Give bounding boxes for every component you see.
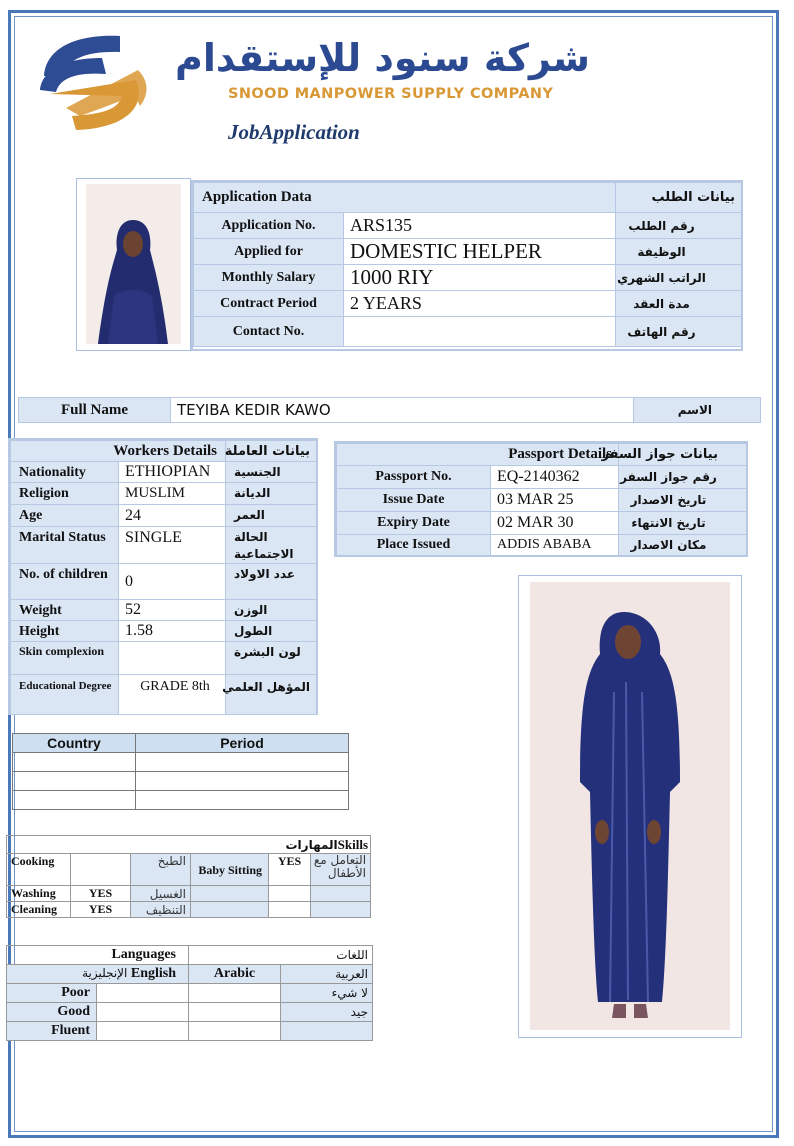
english-arabic-label: الإنجليزية (82, 966, 128, 980)
languages-header-arabic: اللغات (189, 946, 373, 965)
passport-no-value: EQ-2140362 (491, 466, 619, 489)
contact-no-value (344, 317, 616, 347)
age-label-arabic: العمر (226, 505, 317, 527)
nationality-value: ETHIOPIAN (119, 462, 226, 483)
contract-period-label-arabic: مدة العقد (616, 291, 742, 317)
place-issued-value: ADDIS ABABA (491, 535, 619, 556)
issue-date-value: 03 MAR 25 (491, 489, 619, 512)
applied-for-label: Applied for (194, 239, 344, 265)
english-column-header (7, 965, 189, 984)
children-label-arabic: عدد الاولاد (226, 564, 317, 600)
religion-value: MUSLIM (119, 483, 226, 505)
english-poor-cell (97, 984, 189, 1003)
monthly-salary-label: Monthly Salary (194, 265, 344, 291)
washing-label-arabic: الغسيل (131, 886, 191, 902)
worker-portrait-photo (86, 184, 181, 344)
passport-header: Passport Details (337, 444, 619, 466)
page-title: JobApplication (228, 120, 360, 144)
age-label: Age (11, 505, 119, 527)
applied-for-value: DOMESTIC HELPER (344, 239, 616, 265)
issue-date-label: Issue Date (337, 489, 491, 512)
place-issued-label: Place Issued (337, 535, 491, 556)
children-value: 0 (119, 564, 226, 600)
company-name-english: SNOOD MANPOWER SUPPLY COMPANY (228, 86, 554, 102)
marital-status-value: SINGLE (119, 527, 226, 564)
application-header-arabic: بيانات الطلب (616, 183, 742, 213)
country-cell (13, 791, 136, 810)
arabic-poor-cell (189, 984, 281, 1003)
good-label: Good (7, 1003, 97, 1022)
contract-period-value: 2 YEARS (344, 291, 616, 317)
empty-cell (311, 902, 371, 918)
weight-value: 52 (119, 600, 226, 621)
country-cell (13, 753, 136, 772)
contact-no-label: Contact No. (194, 317, 344, 347)
skin-complexion-label: Skin complexion (11, 642, 119, 675)
height-value: 1.58 (119, 621, 226, 642)
arabic-column-header: Arabic (189, 965, 281, 984)
period-header: Period (136, 734, 349, 753)
skills-header-english: Skills (337, 836, 369, 852)
height-label: Height (11, 621, 119, 642)
cooking-label: Cooking (7, 854, 71, 886)
baby-sitting-value: YES (269, 854, 311, 886)
workers-header: Workers Details (11, 441, 226, 462)
children-label: No. of children (11, 564, 119, 600)
full-name-value: TEYIBA KEDIR KAWO (171, 398, 634, 423)
cleaning-value: YES (71, 902, 131, 918)
height-label-arabic: الطول (226, 621, 317, 642)
arabic-fluent-cell (189, 1022, 281, 1041)
passport-no-label-arabic: رقم جواز السفر (619, 466, 747, 489)
experience-table (12, 733, 349, 810)
empty-cell (311, 886, 371, 902)
skin-complexion-label-arabic: لون البشرة (226, 642, 317, 675)
religion-label-arabic: الديانة (226, 483, 317, 505)
good-label-arabic: جيد (281, 1003, 373, 1022)
empty-cell (269, 886, 311, 902)
languages-table (6, 945, 373, 1041)
nationality-label: Nationality (11, 462, 119, 483)
worker-full-body-photo (530, 582, 730, 1030)
education-value: GRADE 8th (119, 675, 226, 715)
cleaning-label: Cleaning (7, 902, 71, 918)
washing-value: YES (71, 886, 131, 902)
workers-details-section (8, 438, 318, 715)
full-name-label-arabic: الاسم (634, 398, 761, 423)
english-fluent-cell (97, 1022, 189, 1041)
empty-cell (191, 902, 269, 918)
period-cell (136, 753, 349, 772)
marital-status-label-arabic: الحالة الاجتماعية (226, 527, 317, 564)
poor-label-arabic: لا شيء (281, 984, 373, 1003)
contact-no-label-arabic: رقم الهاتف (616, 317, 742, 347)
passport-details-section (334, 441, 748, 557)
table-row (13, 791, 349, 810)
arabic-good-cell (189, 1003, 281, 1022)
expiry-date-label: Expiry Date (337, 512, 491, 535)
issue-date-label-arabic: تاريخ الاصدار (619, 489, 747, 512)
application-no-label-arabic: رقم الطلب (616, 213, 742, 239)
table-row (13, 772, 349, 791)
company-name-arabic: شركة سنود للإستقدام (175, 36, 590, 80)
poor-label: Poor (7, 984, 97, 1003)
country-cell (13, 772, 136, 791)
fluent-label-arabic (281, 1022, 373, 1041)
application-no-value: ARS135 (344, 213, 616, 239)
application-header: Application Data (194, 183, 616, 213)
table-row (13, 753, 349, 772)
arabic-column-header-arabic: العربية (281, 965, 373, 984)
education-label-arabic: المؤهل العلمي (226, 675, 317, 715)
empty-cell (191, 886, 269, 902)
weight-label-arabic: الوزن (226, 600, 317, 621)
baby-sitting-label-arabic: التعامل مع الأطفال (311, 854, 371, 886)
english-label: English (130, 966, 177, 981)
application-no-label: Application No. (194, 213, 344, 239)
baby-sitting-label: Baby Sitting (191, 854, 269, 886)
full-name-row (18, 397, 761, 423)
application-data-section (191, 180, 743, 351)
skills-header (7, 836, 371, 854)
skills-header-arabic: المهارات (285, 837, 338, 852)
expiry-date-value: 02 MAR 30 (491, 512, 619, 535)
expiry-date-label-arabic: تاريخ الانتهاء (619, 512, 747, 535)
monthly-salary-label-arabic: الراتب الشهري (616, 265, 742, 291)
religion-label: Religion (11, 483, 119, 505)
passport-header-arabic: بيانات جواز السفر (619, 444, 747, 466)
english-good-cell (97, 1003, 189, 1022)
skills-table (6, 835, 371, 918)
applied-for-label-arabic: الوظيفة (616, 239, 742, 265)
company-logo (36, 30, 154, 134)
nationality-label-arabic: الجنسية (226, 462, 317, 483)
place-issued-label-arabic: مكان الاصدار (619, 535, 747, 556)
country-header: Country (13, 734, 136, 753)
full-name-label: Full Name (19, 398, 171, 423)
age-value: 24 (119, 505, 226, 527)
contract-period-label: Contract Period (194, 291, 344, 317)
languages-header: Languages (7, 946, 189, 965)
cooking-value (71, 854, 131, 886)
cooking-label-arabic: الطبخ (131, 854, 191, 886)
passport-no-label: Passport No. (337, 466, 491, 489)
weight-label: Weight (11, 600, 119, 621)
period-cell (136, 772, 349, 791)
period-cell (136, 791, 349, 810)
fluent-label: Fluent (7, 1022, 97, 1041)
marital-status-label: Marital Status (11, 527, 119, 564)
cleaning-label-arabic: التنظيف (131, 902, 191, 918)
workers-header-arabic: بيانات العاملة (226, 441, 317, 462)
skin-complexion-value (119, 642, 226, 675)
washing-label: Washing (7, 886, 71, 902)
monthly-salary-value: 1000 RIY (344, 265, 616, 291)
education-label: Educational Degree (11, 675, 119, 715)
empty-cell (269, 902, 311, 918)
